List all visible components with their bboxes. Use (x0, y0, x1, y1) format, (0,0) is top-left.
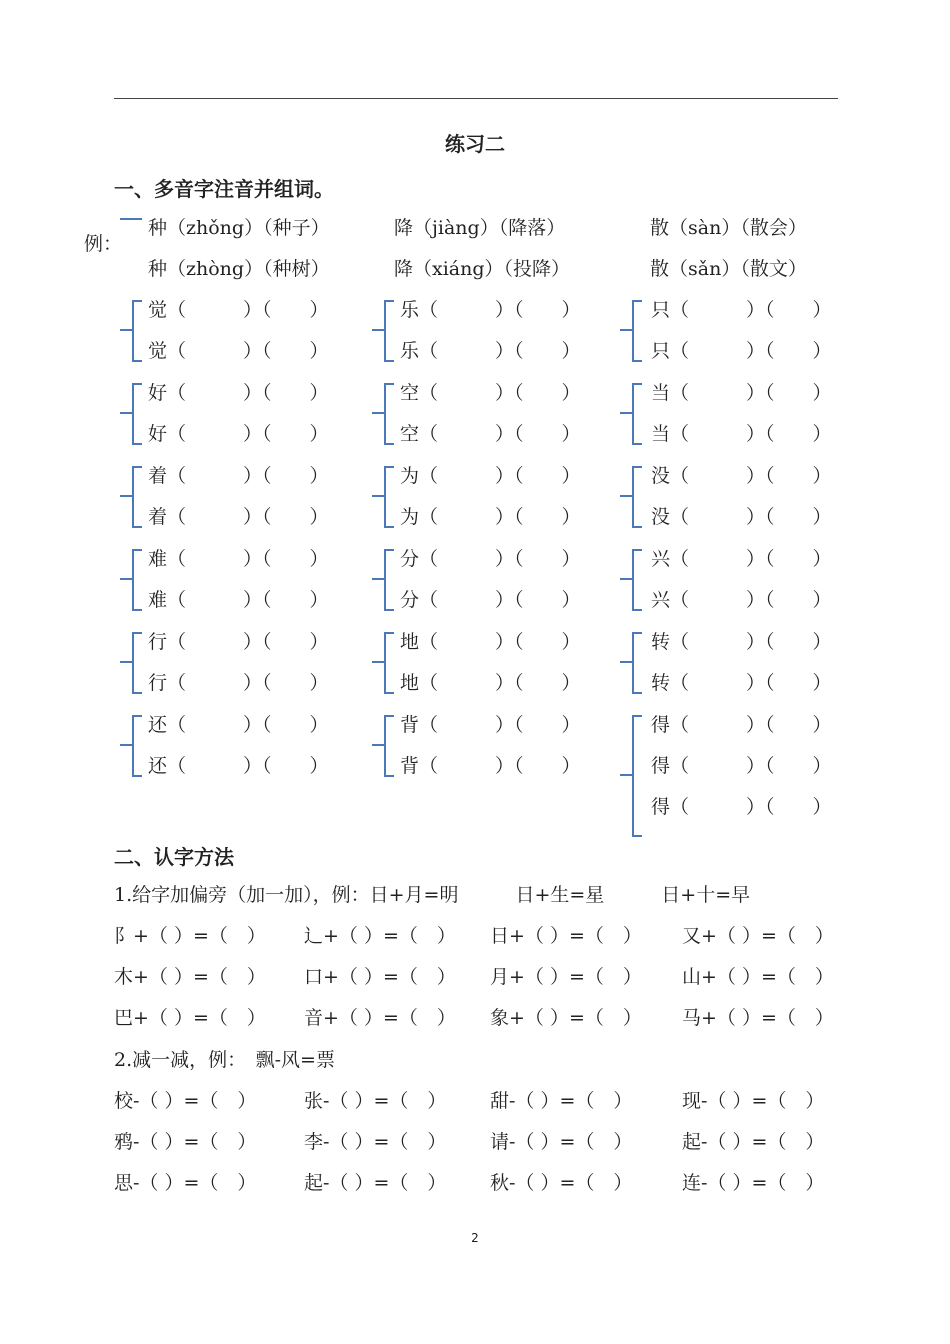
polyphone-row (651, 712, 832, 738)
polyphone-row (400, 463, 581, 489)
polyphone-row (148, 297, 329, 323)
answer-blank[interactable]: （ ）（ ） (670, 714, 832, 736)
group-bracket (132, 383, 142, 445)
answer-blank[interactable]: （ ）（ ） (419, 631, 581, 653)
exercise-item[interactable]: 马+（ ）=（ ） (682, 1007, 834, 1029)
polyphone-row (400, 338, 581, 364)
answer-blank[interactable]: （ ）（ ） (670, 299, 832, 321)
polyphone-char: 难 (148, 589, 168, 611)
group-bracket-tick (372, 495, 384, 497)
polyphone-char: 乐 (400, 299, 420, 321)
group-bracket-tick (620, 578, 632, 580)
answer-blank[interactable]: （ ）（ ） (419, 340, 581, 362)
polyphone-char: 觉 (148, 299, 168, 321)
polyphone-char: 着 (148, 506, 168, 528)
polyphone-row (148, 380, 329, 406)
exercise-item[interactable]: 又+（ ）=（ ） (682, 925, 834, 947)
group-bracket (632, 383, 642, 445)
polyphone-char: 兴 (651, 589, 671, 611)
exercise-item[interactable]: 张-（ ）=（ ） (304, 1090, 447, 1112)
answer-blank[interactable]: （ ）（ ） (167, 299, 329, 321)
part1-title: 1.给字加偏旁（加一加），例：日+月=明 日+生=星 日+十=早 (114, 884, 751, 906)
answer-blank[interactable]: （ ）（ ） (419, 465, 581, 487)
polyphone-row (400, 297, 581, 323)
page-title: 练习二 (445, 132, 505, 156)
polyphone-row (148, 463, 329, 489)
polyphone-row (148, 338, 329, 364)
polyphone-row (400, 712, 581, 738)
group-bracket-tick (620, 495, 632, 497)
polyphone-row (651, 629, 832, 655)
polyphone-char: 当 (651, 423, 671, 445)
exercise-item[interactable]: 思-（ ）=（ ） (114, 1172, 257, 1194)
answer-blank[interactable]: （ ）（ ） (167, 340, 329, 362)
polyphone-char: 转 (651, 672, 671, 694)
answer-blank[interactable]: （ ）（ ） (167, 755, 329, 777)
answer-blank[interactable]: （ ）（ ） (167, 382, 329, 404)
exercise-item[interactable]: 起-（ ）=（ ） (682, 1131, 825, 1153)
group-bracket (384, 549, 394, 611)
exercise-item[interactable]: 鸦-（ ）=（ ） (114, 1131, 257, 1153)
polyphone-row (400, 380, 581, 406)
group-bracket-tick (372, 578, 384, 580)
polyphone-char: 只 (651, 299, 671, 321)
group-bracket (632, 549, 642, 611)
group-bracket (384, 300, 394, 362)
answer-blank[interactable]: （ ）（ ） (670, 672, 832, 694)
polyphone-row (148, 712, 329, 738)
answer-blank[interactable]: （ ）（ ） (419, 423, 581, 445)
polyphone-row (148, 670, 329, 696)
section1-heading: 一、多音字注音并组词。 (114, 177, 334, 201)
group-bracket-tick (120, 578, 132, 580)
polyphone-row (148, 504, 329, 530)
polyphone-row (651, 587, 832, 613)
polyphone-char: 得 (651, 714, 671, 736)
group-bracket (132, 632, 142, 694)
polyphone-char: 背 (400, 714, 420, 736)
polyphone-char: 得 (651, 796, 671, 818)
group-bracket-tick (120, 412, 132, 414)
answer-blank[interactable]: （ ）（ ） (167, 672, 329, 694)
polyphone-char: 转 (651, 631, 671, 653)
group-bracket-tick (620, 329, 632, 331)
group-bracket-tick (620, 412, 632, 414)
polyphone-char: 背 (400, 755, 420, 777)
polyphone-char: 为 (400, 465, 420, 487)
answer-blank[interactable]: （ ）（ ） (670, 755, 832, 777)
exercise-item[interactable]: 辶+（ ）=（ ） (304, 925, 456, 947)
polyphone-row (651, 297, 832, 323)
answer-blank[interactable]: （ ）（ ） (419, 589, 581, 611)
example-2-3: 散（sǎn）（散文） (650, 258, 807, 280)
polyphone-row (400, 504, 581, 530)
polyphone-row (148, 421, 329, 447)
polyphone-row (651, 546, 832, 572)
group-bracket (132, 549, 142, 611)
answer-blank[interactable]: （ ）（ ） (419, 506, 581, 528)
answer-blank[interactable]: （ ）（ ） (419, 299, 581, 321)
exercise-item[interactable]: 音+（ ）=（ ） (304, 1007, 456, 1029)
polyphone-char: 为 (400, 506, 420, 528)
polyphone-row (651, 753, 832, 779)
polyphone-row (400, 753, 581, 779)
group-bracket-tick (620, 774, 632, 776)
answer-blank[interactable]: （ ）（ ） (670, 589, 832, 611)
polyphone-row (400, 670, 581, 696)
example-1-1: 种（zhǒng）（种子） (148, 217, 330, 239)
group-bracket (132, 300, 142, 362)
polyphone-row (148, 546, 329, 572)
group-bracket (632, 715, 642, 837)
answer-blank[interactable]: （ ）（ ） (419, 714, 581, 736)
group-bracket-tick (372, 329, 384, 331)
answer-blank[interactable]: （ ）（ ） (670, 506, 832, 528)
exercise-item[interactable]: 巴+（ ）=（ ） (114, 1007, 266, 1029)
group-bracket-tick (372, 661, 384, 663)
exercise-item[interactable]: 甜-（ ）=（ ） (490, 1090, 633, 1112)
group-bracket (632, 632, 642, 694)
exercise-item[interactable]: 起-（ ）=（ ） (304, 1172, 447, 1194)
group-bracket (632, 300, 642, 362)
polyphone-row (148, 753, 329, 779)
answer-blank[interactable]: （ ）（ ） (167, 548, 329, 570)
polyphone-row (651, 504, 832, 530)
answer-blank[interactable]: （ ）（ ） (167, 423, 329, 445)
answer-blank[interactable]: （ ）（ ） (670, 465, 832, 487)
answer-blank[interactable]: （ ）（ ） (419, 755, 581, 777)
answer-blank[interactable]: （ ）（ ） (670, 796, 832, 818)
exercise-item[interactable]: 口+（ ）=（ ） (304, 966, 456, 988)
polyphone-char: 着 (148, 465, 168, 487)
polyphone-char: 分 (400, 589, 420, 611)
polyphone-char: 好 (148, 423, 168, 445)
header-rule (114, 98, 838, 99)
answer-blank[interactable]: （ ）（ ） (670, 340, 832, 362)
polyphone-char: 空 (400, 423, 420, 445)
example-1-2: 降（jiàng）（降落） (394, 217, 566, 239)
polyphone-char: 好 (148, 382, 168, 404)
exercise-item[interactable]: 秋-（ ）=（ ） (490, 1172, 633, 1194)
polyphone-char: 没 (651, 465, 671, 487)
polyphone-char: 兴 (651, 548, 671, 570)
example-2-2: 降（xiáng）（投降） (394, 258, 571, 280)
part2-title: 2.减一减，例： 飘-风=票 (114, 1049, 335, 1071)
exercise-item[interactable]: 校-（ ）=（ ） (114, 1090, 257, 1112)
polyphone-row (651, 421, 832, 447)
exercise-item[interactable]: 连-（ ）=（ ） (682, 1172, 825, 1194)
polyphone-char: 觉 (148, 340, 168, 362)
exercise-item[interactable]: 请-（ ）=（ ） (490, 1131, 633, 1153)
polyphone-char: 行 (148, 672, 168, 694)
polyphone-char: 还 (148, 714, 168, 736)
group-bracket-tick (120, 495, 132, 497)
exercise-item[interactable]: 月+（ ）=（ ） (490, 966, 642, 988)
answer-blank[interactable]: （ ）（ ） (670, 382, 832, 404)
polyphone-row (400, 546, 581, 572)
polyphone-row (400, 587, 581, 613)
polyphone-row (148, 587, 329, 613)
polyphone-char: 当 (651, 382, 671, 404)
group-bracket (132, 715, 142, 777)
polyphone-char: 空 (400, 382, 420, 404)
answer-blank[interactable]: （ ）（ ） (167, 714, 329, 736)
polyphone-row (148, 629, 329, 655)
polyphone-char: 分 (400, 548, 420, 570)
polyphone-char: 乐 (400, 340, 420, 362)
polyphone-row (651, 670, 832, 696)
polyphone-char: 难 (148, 548, 168, 570)
polyphone-char: 地 (400, 672, 420, 694)
example-2-1: 种（zhòng）（种树） (148, 258, 330, 280)
exercise-item[interactable]: 木+（ ）=（ ） (114, 966, 266, 988)
group-bracket (132, 466, 142, 528)
exercise-item[interactable]: 阝+（ ）=（ ） (114, 925, 266, 947)
exercise-item[interactable]: 日+（ ）=（ ） (490, 925, 642, 947)
exercise-item[interactable]: 象+（ ）=（ ） (490, 1007, 642, 1029)
answer-blank[interactable]: （ ）（ ） (670, 548, 832, 570)
group-bracket-tick (372, 744, 384, 746)
group-bracket (384, 715, 394, 777)
section2-heading: 二、认字方法 (114, 845, 234, 869)
exercise-item[interactable]: 现-（ ）=（ ） (682, 1090, 825, 1112)
group-bracket-tick (120, 744, 132, 746)
polyphone-char: 得 (651, 755, 671, 777)
answer-blank[interactable]: （ ）（ ） (419, 548, 581, 570)
answer-blank[interactable]: （ ）（ ） (167, 465, 329, 487)
polyphone-row (651, 338, 832, 364)
group-bracket-tick (120, 661, 132, 663)
answer-blank[interactable]: （ ）（ ） (670, 631, 832, 653)
group-bracket (384, 466, 394, 528)
group-bracket-tick (620, 661, 632, 663)
polyphone-row (651, 794, 832, 820)
exercise-item[interactable]: 李-（ ）=（ ） (304, 1131, 447, 1153)
answer-blank[interactable]: （ ）（ ） (670, 423, 832, 445)
answer-blank[interactable]: （ ）（ ） (419, 382, 581, 404)
answer-blank[interactable]: （ ）（ ） (167, 506, 329, 528)
answer-blank[interactable]: （ ）（ ） (167, 589, 329, 611)
group-bracket-tick (372, 412, 384, 414)
polyphone-row (651, 463, 832, 489)
example-label: 例： (84, 233, 123, 255)
polyphone-char: 地 (400, 631, 420, 653)
example-1-3: 散（sàn）（散会） (650, 217, 807, 239)
group-bracket (384, 632, 394, 694)
answer-blank[interactable]: （ ）（ ） (167, 631, 329, 653)
answer-blank[interactable]: （ ）（ ） (419, 672, 581, 694)
example-bracket (120, 218, 142, 220)
polyphone-char: 还 (148, 755, 168, 777)
group-bracket-tick (120, 329, 132, 331)
page-number: 2 (471, 1231, 479, 1245)
group-bracket (384, 383, 394, 445)
polyphone-row (651, 380, 832, 406)
polyphone-row (400, 421, 581, 447)
polyphone-char: 只 (651, 340, 671, 362)
exercise-item[interactable]: 山+（ ）=（ ） (682, 966, 834, 988)
polyphone-char: 行 (148, 631, 168, 653)
polyphone-row (400, 629, 581, 655)
polyphone-char: 没 (651, 506, 671, 528)
group-bracket (632, 466, 642, 528)
